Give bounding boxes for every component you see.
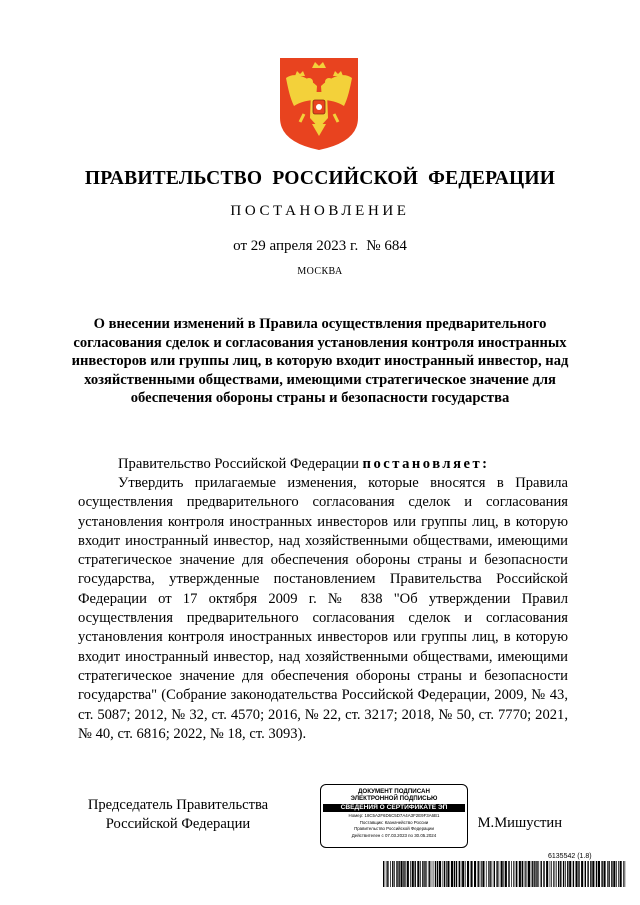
stamp-line2: ЭЛЕКТРОННОЙ ПОДПИСЬЮ xyxy=(350,795,438,803)
signer-title-line2: Российской Федерации xyxy=(105,816,251,832)
stamp-validity: Действителен с 07.03.2023 по 30.05.2024 xyxy=(351,833,437,838)
barcode-icon xyxy=(383,861,626,887)
date-line xyxy=(0,238,640,255)
document-subject: О внесении изменений в Правила осуществления предварительного согласования сделок и согласования установления контроля иностранных инвесторов или группы лиц, в которую входит иностранный инвестор, над хозяйственными обществами, имеющими стратегическое значение для обеспечения обороны страны и безопасности государства xyxy=(71,316,569,407)
stamp-line1: ДОКУМЕНТ ПОДПИСАН xyxy=(358,788,430,795)
document-date: от 29 апреля 2023 г. xyxy=(233,238,359,254)
document-type: ПОСТАНОВЛЕНИЕ xyxy=(230,203,410,219)
electronic-signature-stamp xyxy=(320,784,468,848)
stamp-holder: Правительство Российской Федерации xyxy=(354,826,434,832)
signer-title xyxy=(78,796,278,834)
stamp-cert-number: Номер: 18C5A2F6D6C5D7A4A3F2E9F3A6B1 xyxy=(348,813,440,819)
intro-paragraph xyxy=(78,455,568,474)
signer-title-line1: Председатель Правительства xyxy=(87,797,269,813)
intro-text: Правительство Российской Федерации xyxy=(118,456,363,472)
stamp-certificate-header: СВЕДЕНИЯ О СЕРТИФИКАТЕ ЭП xyxy=(323,804,465,812)
resolves-word: постановляет: xyxy=(362,456,490,472)
stamp-supplier: Поставщик: Казначейство России xyxy=(359,819,429,825)
city: МОСКВА xyxy=(297,266,343,277)
document-number: № 684 xyxy=(366,238,407,254)
coat-of-arms-icon xyxy=(278,56,360,152)
signer-name: М.Мишустин xyxy=(477,815,562,831)
body-paragraph: Утвердить прилагаемые изменения, которые вносятся в Правила осуществления предварительного согласования сделок и согласования установления контроля иностранных инвесторов или группы лиц, в которую входит иностранный инвестор, над хозяйственными обществами, имеющими стратегическое значение для обеспечения обороны страны и безопасности государства, утвержденные постановлением Правительства Российской Федерации от 17 октября 2009 г. № 838 "Об утверждении Правил осуществления предварительного согласования сделок и согласования установления контроля иностранных инвесторов или группы лиц, в которую входит иностранный инвестор, над хозяйственными обществами, имеющими стратегическое значение для обеспечения обороны страны и безопасности государства" (Собрание законодательства Российской Федерации, 2009, № 43, ст. 5087; 2012, № 32, ст. 4570; 2016, № 22, ст. 3217; 2018, № 50, ст. 7770; 2021, № 40, ст. 6816; 2022, № 18, ст. 3093). xyxy=(78,475,568,742)
government-title: ПРАВИТЕЛЬСТВО РОССИЙСКОЙ ФЕДЕРАЦИИ xyxy=(84,168,556,189)
barcode-number: 6135542 (1.8) xyxy=(548,853,592,860)
